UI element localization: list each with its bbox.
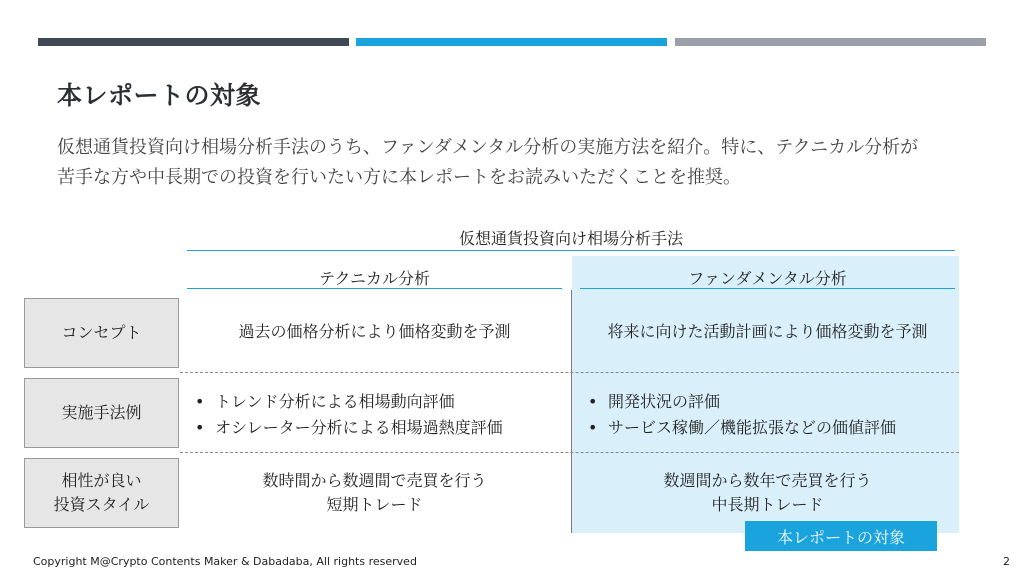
- list-item: • 開発状況の評価: [580, 390, 955, 416]
- intro-line-2: 苦手な方や中長期での投資を行いたい方に本レポートをお読みいただくことを推奨。: [57, 167, 741, 188]
- column-underline-technical: [187, 288, 562, 289]
- cell-text: 数時間から数週間で売買を行う: [262, 471, 487, 490]
- cell-text: 中長期トレード: [711, 495, 824, 514]
- cell-method-fundamental: [580, 390, 955, 442]
- row-label-method: [24, 378, 179, 448]
- row-divider: [180, 372, 959, 373]
- cell-text: 過去の価格分析により価格変動を予測: [238, 322, 511, 341]
- row-label-text: 実施手法例: [61, 403, 142, 422]
- table-heading-underline: [187, 250, 955, 251]
- list-item: • トレンド分析による相場動向評価: [187, 390, 562, 416]
- column-header-technical: テクニカル分析: [318, 269, 431, 288]
- row-label-text: 相性が良い: [61, 471, 142, 490]
- list-item: • オシレーター分析による相場過熱度評価: [187, 416, 562, 442]
- row-label-text: コンセプト: [61, 323, 142, 342]
- cell-text: 短期トレード: [326, 495, 423, 514]
- row-label-concept: [24, 298, 179, 368]
- cell-style-technical: [187, 468, 562, 518]
- page-number: 2: [1003, 555, 1010, 568]
- list-item: • サービス稼働／機能拡張などの価値評価: [580, 416, 955, 442]
- cell-text: 将来に向けた活動計画により価格変動を予測: [607, 322, 928, 341]
- header-bar-gray: [675, 38, 986, 46]
- cell-concept-technical: [187, 298, 562, 366]
- header-bar-blue: [356, 38, 667, 46]
- cell-method-technical: [187, 390, 562, 442]
- cell-style-fundamental: [580, 468, 955, 518]
- report-target-badge: 本レポートの対象: [745, 521, 937, 551]
- header-bar-dark: [38, 38, 349, 46]
- intro-line-1: 仮想通貨投資向け相場分析手法のうち、ファンダメンタル分析の実施方法を紹介。特に、テクニカル分析が: [57, 137, 919, 158]
- cell-concept-fundamental: [580, 298, 955, 366]
- column-divider: [571, 290, 572, 533]
- column-underline-fundamental: [580, 288, 955, 289]
- table-heading: 仮想通貨投資向け相場分析手法: [458, 229, 683, 248]
- page-title: 本レポートの対象: [57, 81, 262, 110]
- row-label-style: [24, 458, 179, 528]
- cell-text: 数週間から数年で売買を行う: [663, 471, 872, 490]
- row-label-text: 投資スタイル: [53, 495, 150, 514]
- column-header-fundamental: ファンダメンタル分析: [688, 269, 847, 288]
- copyright-footer: Copyright M@Crypto Contents Maker & Dabadaba, All rights reserved: [33, 555, 417, 568]
- intro-text: [57, 133, 987, 193]
- row-divider: [180, 452, 959, 453]
